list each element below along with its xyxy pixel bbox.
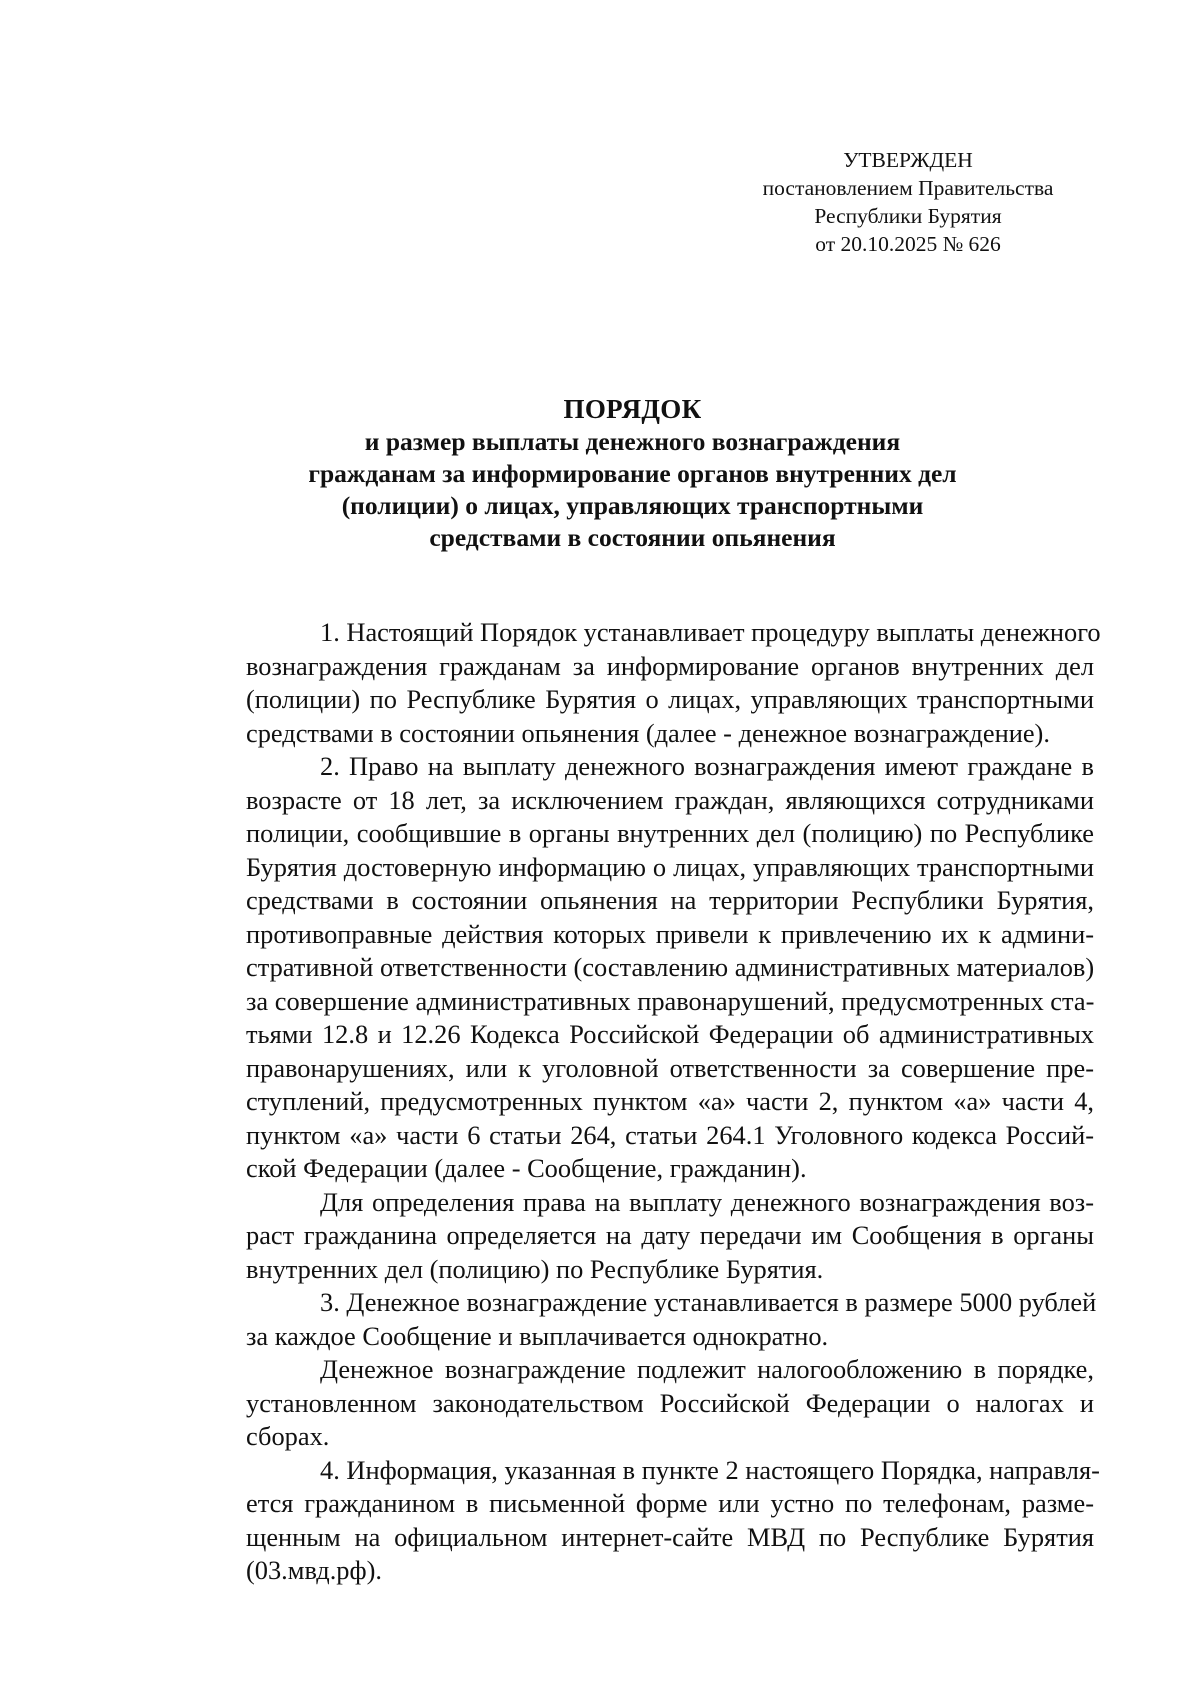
text-line: тьями 12.8 и 12.26 Кодекса Российской Федерации об административных (246, 1019, 1094, 1049)
text-line: щенным на официальном интернет-сайте МВД по Республике Бурятия (246, 1521, 1094, 1552)
paragraph-4 (172, 1286, 1097, 1353)
text-line: вознаграждения гражданам за информирование органов внутренних дел (246, 650, 1094, 681)
paragraph-1 (172, 616, 1101, 750)
approval-stamp (728, 146, 1088, 258)
approval-line: постановлением Правительства (762, 176, 1054, 200)
document-title (170, 392, 1095, 554)
title-main: ПОРЯДОК (563, 394, 702, 424)
title-subtitle-line: гражданам за информирование органов внутренних дел (308, 459, 957, 488)
approval-heading: УТВЕРЖДЕН (843, 148, 973, 172)
paragraph-6 (172, 1454, 1100, 1588)
text-line: за каждое Сообщение и выплачивается однократно. (246, 1320, 829, 1351)
text-line: 2. Право на выплату денежного вознаграждения имеют граждане в (320, 751, 1094, 781)
paragraph-3 (172, 1186, 1094, 1287)
text-line: Денежное вознаграждение подлежит налогообложению в порядке, (320, 1354, 1094, 1384)
text-line: Для определения права на выплату денежного вознаграждения воз- (320, 1186, 1094, 1217)
approval-date-number: от 20.10.2025 № 626 (815, 232, 1001, 256)
text-line: 1. Настоящий Порядок устанавливает процедуру выплаты денежного (320, 617, 1101, 647)
approval-line: Республики Бурятия (814, 204, 1002, 228)
text-line: за совершение административных правонарушений, предусмотренных ста- (246, 985, 1095, 1016)
title-subtitle-line: и размер выплаты денежного вознаграждения (364, 427, 901, 456)
paragraph-2 (172, 750, 1094, 1186)
text-line: установленном законодательством Российской Федерации о налогах и (246, 1387, 1094, 1418)
text-line: (03.мвд.рф). (246, 1555, 382, 1585)
text-line: возрасте от 18 лет, за исключением граждан, являющихся сотрудниками (246, 784, 1094, 815)
title-subtitle-line: средствами в состоянии опьянения (429, 523, 836, 552)
text-line: 4. Информация, указанная в пункте 2 настоящего Порядка, направля- (320, 1454, 1100, 1485)
text-line: внутренних дел (полицию) по Республике Бурятия. (246, 1253, 824, 1284)
text-line: средствами в состоянии опьянения (далее - денежное вознаграждение). (246, 717, 1050, 748)
text-line: правонарушениях, или к уголовной ответственности за совершение пре- (246, 1052, 1094, 1083)
text-line: стративной ответственности (составлению административных материалов) (246, 952, 1095, 982)
document-body (172, 616, 1101, 1588)
paragraph-5 (172, 1353, 1094, 1454)
text-line: ской Федерации (далее - Сообщение, гражданин). (246, 1153, 807, 1183)
text-line: сборах. (246, 1421, 330, 1451)
text-line: ется гражданином в письменной форме или устно по телефонам, разме- (246, 1488, 1094, 1518)
text-line: противоправные действия которых привели к привлечению их к админи- (246, 918, 1094, 949)
title-subtitle-line: (полиции) о лицах, управляющих транспортными (341, 491, 924, 520)
text-line: пунктом «а» части 6 статьи 264, статьи 264.1 Уголовного кодекса Россий- (246, 1119, 1094, 1150)
text-line: ступлений, предусмотренных пунктом «а» части 2, пунктом «а» части 4, (246, 1086, 1094, 1116)
text-line: Бурятия достоверную информацию о лицах, управляющих транспортными (246, 851, 1094, 882)
text-line: раст гражданина определяется на дату передачи им Сообщения в органы (246, 1220, 1094, 1250)
text-line: (полиции) по Республике Бурятия о лицах, управляющих транспортными (246, 684, 1094, 714)
text-line: 3. Денежное вознаграждение устанавливается в размере 5000 рублей (320, 1287, 1097, 1317)
text-line: полиции, сообщившие в органы внутренних дел (полицию) по Республике (246, 818, 1094, 848)
text-line: средствами в состоянии опьянения на территории Республики Бурятия, (246, 885, 1094, 915)
